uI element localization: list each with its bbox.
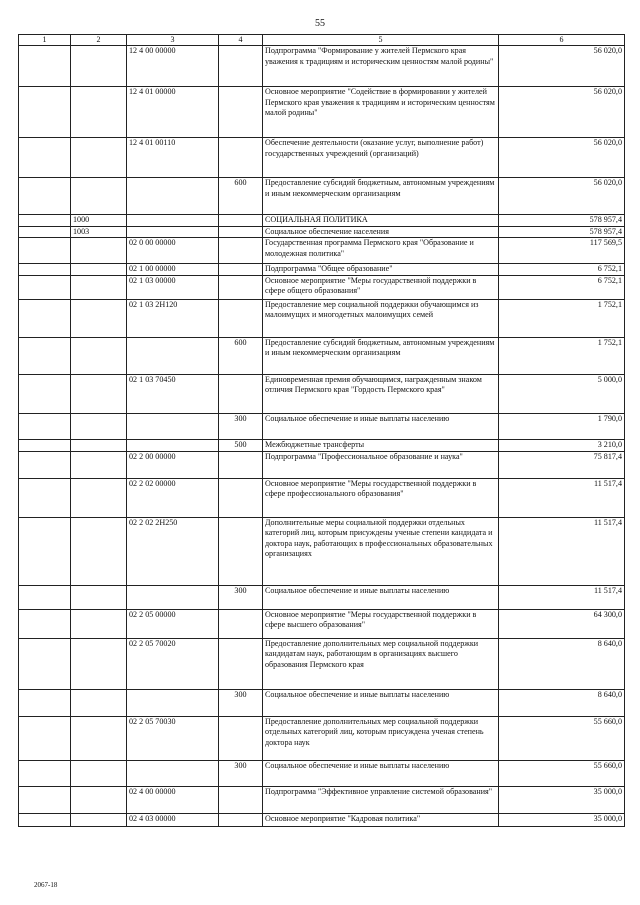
cell-subsection bbox=[71, 786, 127, 813]
cell-section bbox=[19, 585, 71, 609]
cell-target-code: 02 2 02 2Н250 bbox=[127, 517, 219, 585]
cell-section bbox=[19, 638, 71, 689]
cell-name: Дополнительные меры социальной поддержки отдельных категорий лиц, которым присуждены ученые степени кандидата и доктора наук, работающих в профессиональных образовательных организациях bbox=[263, 517, 499, 585]
cell-subsection bbox=[71, 46, 127, 87]
cell-subsection bbox=[71, 760, 127, 786]
cell-target-code: 02 1 03 2Н120 bbox=[127, 299, 219, 337]
cell-subsection bbox=[71, 813, 127, 826]
cell-name: Предоставление дополнительных мер социальной поддержки кандидатам наук, работающим в организациях высшего образования Пермского края bbox=[263, 638, 499, 689]
table-row bbox=[19, 337, 625, 374]
cell-expense-type: 300 bbox=[219, 760, 263, 786]
cell-name: Социальное обеспечение и иные выплаты населению bbox=[263, 413, 499, 439]
cell-amount: 64 300,0 bbox=[499, 609, 625, 638]
cell-section bbox=[19, 609, 71, 638]
cell-expense-type bbox=[219, 609, 263, 638]
cell-expense-type bbox=[219, 138, 263, 178]
cell-section bbox=[19, 337, 71, 374]
cell-subsection bbox=[71, 413, 127, 439]
cell-section bbox=[19, 786, 71, 813]
table-row bbox=[19, 638, 625, 689]
cell-subsection: 1003 bbox=[71, 226, 127, 238]
cell-expense-type bbox=[219, 299, 263, 337]
cell-expense-type: 300 bbox=[219, 585, 263, 609]
cell-subsection bbox=[71, 478, 127, 517]
cell-section bbox=[19, 178, 71, 215]
cell-name: Основное мероприятие "Меры государственной поддержки в сфере общего образования" bbox=[263, 275, 499, 299]
cell-subsection bbox=[71, 299, 127, 337]
cell-section bbox=[19, 813, 71, 826]
cell-section bbox=[19, 226, 71, 238]
cell-amount: 6 752,1 bbox=[499, 275, 625, 299]
cell-expense-type bbox=[219, 451, 263, 478]
table-header-row bbox=[19, 35, 625, 46]
cell-target-code: 12 4 01 00110 bbox=[127, 138, 219, 178]
table-row bbox=[19, 517, 625, 585]
cell-amount: 11 517,4 bbox=[499, 585, 625, 609]
cell-section bbox=[19, 238, 71, 264]
cell-amount: 8 640,0 bbox=[499, 638, 625, 689]
cell-name: Предоставление дополнительных мер социальной поддержки отдельных категорий лиц, которым присуждена ученая степень доктора наук bbox=[263, 716, 499, 760]
cell-amount: 75 817,4 bbox=[499, 451, 625, 478]
cell-amount: 578 957,4 bbox=[499, 226, 625, 238]
cell-subsection bbox=[71, 439, 127, 451]
table-row bbox=[19, 87, 625, 138]
cell-amount: 1 752,1 bbox=[499, 337, 625, 374]
cell-subsection bbox=[71, 609, 127, 638]
cell-section bbox=[19, 46, 71, 87]
cell-target-code bbox=[127, 337, 219, 374]
cell-amount: 8 640,0 bbox=[499, 689, 625, 716]
cell-section bbox=[19, 451, 71, 478]
table-row bbox=[19, 413, 625, 439]
cell-target-code bbox=[127, 439, 219, 451]
table-row bbox=[19, 275, 625, 299]
cell-expense-type bbox=[219, 87, 263, 138]
cell-target-code: 02 2 05 70020 bbox=[127, 638, 219, 689]
cell-subsection bbox=[71, 638, 127, 689]
cell-target-code: 02 4 03 00000 bbox=[127, 813, 219, 826]
cell-target-code: 02 2 00 00000 bbox=[127, 451, 219, 478]
cell-section bbox=[19, 439, 71, 451]
cell-amount: 35 000,0 bbox=[499, 813, 625, 826]
cell-name: Подпрограмма "Профессиональное образование и наука" bbox=[263, 451, 499, 478]
cell-name: Социальное обеспечение и иные выплаты населению bbox=[263, 689, 499, 716]
document-code: 2067-18 bbox=[34, 881, 58, 889]
cell-subsection bbox=[71, 517, 127, 585]
cell-section bbox=[19, 215, 71, 227]
cell-expense-type bbox=[219, 238, 263, 264]
column-header: 5 bbox=[263, 35, 499, 46]
table-row bbox=[19, 760, 625, 786]
cell-amount: 11 517,4 bbox=[499, 478, 625, 517]
table-row bbox=[19, 813, 625, 826]
cell-amount: 56 020,0 bbox=[499, 87, 625, 138]
cell-target-code: 12 4 01 00000 bbox=[127, 87, 219, 138]
cell-expense-type: 500 bbox=[219, 439, 263, 451]
cell-section bbox=[19, 299, 71, 337]
cell-section bbox=[19, 716, 71, 760]
cell-target-code bbox=[127, 178, 219, 215]
cell-name: Обеспечение деятельности (оказание услуг, выполнение работ) государственных учреждений (организаций) bbox=[263, 138, 499, 178]
cell-section bbox=[19, 413, 71, 439]
table-row bbox=[19, 786, 625, 813]
cell-expense-type bbox=[219, 716, 263, 760]
cell-target-code bbox=[127, 215, 219, 227]
cell-name: Единовременная премия обучающимся, награжденным знаком отличия Пермского края "Гордость Пермского края" bbox=[263, 374, 499, 413]
table-row bbox=[19, 215, 625, 227]
table-row bbox=[19, 299, 625, 337]
table-row bbox=[19, 178, 625, 215]
cell-amount: 6 752,1 bbox=[499, 264, 625, 276]
cell-subsection bbox=[71, 451, 127, 478]
cell-name: Государственная программа Пермского края "Образование и молодежная политика" bbox=[263, 238, 499, 264]
cell-subsection bbox=[71, 585, 127, 609]
cell-amount: 11 517,4 bbox=[499, 517, 625, 585]
cell-amount: 56 020,0 bbox=[499, 178, 625, 215]
table-row bbox=[19, 46, 625, 87]
cell-amount: 1 790,0 bbox=[499, 413, 625, 439]
cell-name: Социальное обеспечение населения bbox=[263, 226, 499, 238]
cell-target-code: 02 1 00 00000 bbox=[127, 264, 219, 276]
cell-expense-type bbox=[219, 264, 263, 276]
cell-name: Основное мероприятие "Содействие в формировании у жителей Пермского края уважения к традициям и историческим ценностям малой родины" bbox=[263, 87, 499, 138]
cell-subsection bbox=[71, 178, 127, 215]
table-row bbox=[19, 439, 625, 451]
cell-target-code: 02 2 05 70030 bbox=[127, 716, 219, 760]
cell-subsection bbox=[71, 238, 127, 264]
cell-expense-type bbox=[219, 813, 263, 826]
cell-name: Основное мероприятие "Меры государственной поддержки в сфере высшего образования" bbox=[263, 609, 499, 638]
table-row bbox=[19, 238, 625, 264]
table-row bbox=[19, 226, 625, 238]
cell-name: Подпрограмма "Эффективное управление системой образования" bbox=[263, 786, 499, 813]
cell-subsection bbox=[71, 264, 127, 276]
cell-amount: 55 660,0 bbox=[499, 716, 625, 760]
cell-target-code bbox=[127, 585, 219, 609]
cell-name: СОЦИАЛЬНАЯ ПОЛИТИКА bbox=[263, 215, 499, 227]
table-row bbox=[19, 716, 625, 760]
cell-subsection bbox=[71, 337, 127, 374]
cell-section bbox=[19, 760, 71, 786]
cell-amount: 5 000,0 bbox=[499, 374, 625, 413]
cell-expense-type bbox=[219, 275, 263, 299]
cell-expense-type bbox=[219, 638, 263, 689]
cell-target-code: 02 1 03 00000 bbox=[127, 275, 219, 299]
cell-section bbox=[19, 87, 71, 138]
cell-name: Межбюджетные трансферты bbox=[263, 439, 499, 451]
cell-target-code: 12 4 00 00000 bbox=[127, 46, 219, 87]
column-header: 1 bbox=[19, 35, 71, 46]
cell-amount: 56 020,0 bbox=[499, 46, 625, 87]
table-row bbox=[19, 264, 625, 276]
table-row bbox=[19, 374, 625, 413]
cell-target-code bbox=[127, 226, 219, 238]
cell-expense-type: 300 bbox=[219, 413, 263, 439]
cell-name: Социальное обеспечение и иные выплаты населению bbox=[263, 585, 499, 609]
cell-subsection bbox=[71, 689, 127, 716]
page-number: 55 bbox=[315, 18, 325, 29]
cell-section bbox=[19, 478, 71, 517]
table-body bbox=[19, 46, 625, 827]
cell-amount: 55 660,0 bbox=[499, 760, 625, 786]
cell-expense-type: 600 bbox=[219, 178, 263, 215]
cell-amount: 1 752,1 bbox=[499, 299, 625, 337]
cell-amount: 578 957,4 bbox=[499, 215, 625, 227]
cell-target-code bbox=[127, 689, 219, 716]
column-header: 2 bbox=[71, 35, 127, 46]
cell-section bbox=[19, 275, 71, 299]
cell-subsection: 1000 bbox=[71, 215, 127, 227]
column-header: 4 bbox=[219, 35, 263, 46]
table-row bbox=[19, 609, 625, 638]
table-row bbox=[19, 689, 625, 716]
cell-amount: 117 569,5 bbox=[499, 238, 625, 264]
table-row bbox=[19, 478, 625, 517]
cell-target-code: 02 2 05 00000 bbox=[127, 609, 219, 638]
cell-expense-type bbox=[219, 374, 263, 413]
cell-subsection bbox=[71, 275, 127, 299]
cell-target-code bbox=[127, 760, 219, 786]
cell-subsection bbox=[71, 138, 127, 178]
cell-target-code: 02 4 00 00000 bbox=[127, 786, 219, 813]
cell-expense-type bbox=[219, 46, 263, 87]
cell-name: Предоставление субсидий бюджетным, автономным учреждениям и иным некоммерческим организациям bbox=[263, 178, 499, 215]
cell-target-code bbox=[127, 413, 219, 439]
cell-name: Предоставление мер социальной поддержки обучающимся из малоимущих и многодетных малоимущих семей bbox=[263, 299, 499, 337]
table-row bbox=[19, 585, 625, 609]
cell-name: Предоставление субсидий бюджетным, автономным учреждениям и иным некоммерческим организациям bbox=[263, 337, 499, 374]
cell-target-code: 02 2 02 00000 bbox=[127, 478, 219, 517]
table-row bbox=[19, 451, 625, 478]
cell-target-code: 02 0 00 00000 bbox=[127, 238, 219, 264]
budget-table bbox=[18, 34, 625, 827]
cell-section bbox=[19, 138, 71, 178]
cell-subsection bbox=[71, 716, 127, 760]
cell-subsection bbox=[71, 374, 127, 413]
cell-subsection bbox=[71, 87, 127, 138]
cell-amount: 3 210,0 bbox=[499, 439, 625, 451]
column-header: 3 bbox=[127, 35, 219, 46]
cell-amount: 56 020,0 bbox=[499, 138, 625, 178]
cell-section bbox=[19, 517, 71, 585]
cell-expense-type bbox=[219, 226, 263, 238]
cell-expense-type bbox=[219, 215, 263, 227]
cell-name: Подпрограмма "Общее образование" bbox=[263, 264, 499, 276]
cell-expense-type bbox=[219, 517, 263, 585]
cell-expense-type bbox=[219, 478, 263, 517]
cell-target-code: 02 1 03 70450 bbox=[127, 374, 219, 413]
cell-expense-type: 300 bbox=[219, 689, 263, 716]
cell-name: Основное мероприятие "Кадровая политика" bbox=[263, 813, 499, 826]
cell-name: Основное мероприятие "Меры государственной поддержки в сфере профессионального образования" bbox=[263, 478, 499, 517]
cell-section bbox=[19, 264, 71, 276]
cell-amount: 35 000,0 bbox=[499, 786, 625, 813]
column-header: 6 bbox=[499, 35, 625, 46]
cell-section bbox=[19, 689, 71, 716]
cell-expense-type bbox=[219, 786, 263, 813]
table-row bbox=[19, 138, 625, 178]
cell-name: Социальное обеспечение и иные выплаты населению bbox=[263, 760, 499, 786]
cell-name: Подпрограмма "Формирование у жителей Пермского края уважения к традициям и историческим ценностям малой родины" bbox=[263, 46, 499, 87]
cell-expense-type: 600 bbox=[219, 337, 263, 374]
cell-section bbox=[19, 374, 71, 413]
